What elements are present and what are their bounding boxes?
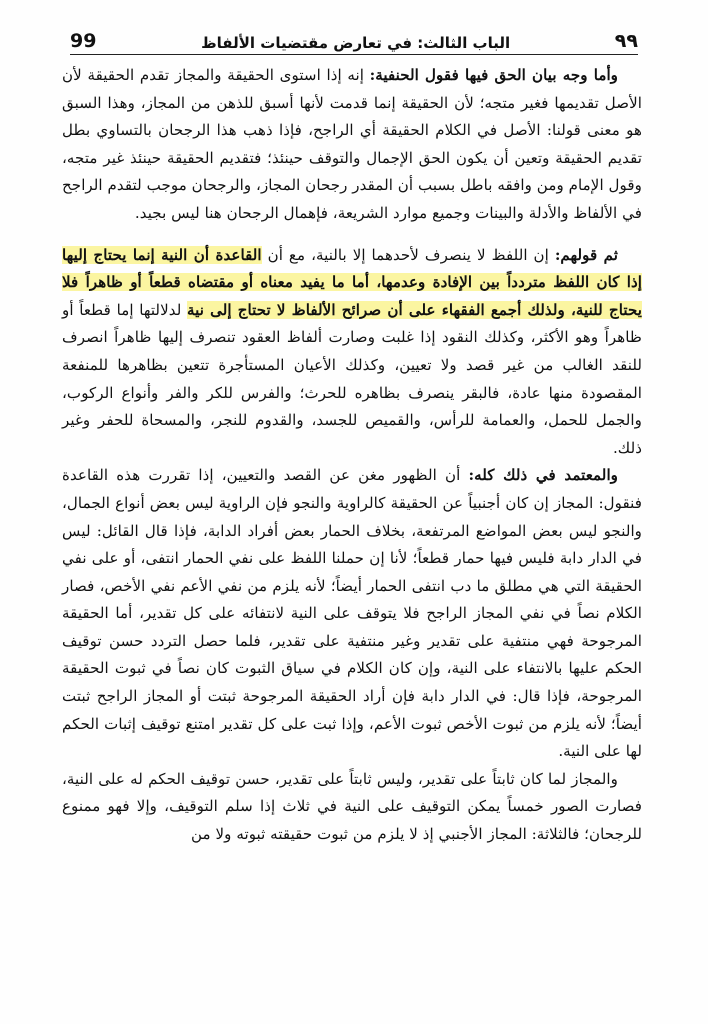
- paragraph-text: لدلالتها إما قطعاً أو ظاهراً وهو الأكثر، وكذلك النقود إذا غلبت وصارت ألفاظ العقود تنصرف إليها ظاهراً انصرف للنقد الغالب من غير قصد ولا تعيين، وكذلك الأعيان المستأجرة تتعين بظاهرها للمنفعة المقصودة منها عادة، فالبقر ينصرف بظاهره للحرث؛ والفرس للكر والفر وأنواع الركوب، والجمل للحمل، والعمامة للرأس، والقميص للجسد، والقدوم للنجر، والمسحاة للحفر وغير ذلك.: [62, 300, 642, 457]
- body-text: [62, 62, 642, 849]
- paragraph-text: إنه إذا استوى الحقيقة والمجاز تقدم الحقيقة لأن الأصل تقديمها فغير متجه؛ لأن الحقيقة إنما قدمت لأنها أسبق للذهن من المجاز، وهذا السبق هو معنى قولنا: الأصل في الكلام الحقيقة أي الراجح، فإذا ذهب هذا الرجحان بالتساوي بطل تقديم الحقيقة وتعين أن يكون الحق الإجمال والتوقف حينئذ؛ فتقديم الحقيقة حينئذ غير متجه، وقول الإمام ومن وافقه باطل بسبب أن المقدر رجحان المجاز، والرجحان موجب لتقدم الراجح في الألفاظ والأدلة والبينات وجميع موارد الشريعة، فإهمال الرجحان هنا ليس بجيد.: [62, 66, 642, 222]
- paragraph-conclusion: [62, 462, 642, 766]
- paragraph-majaz: [62, 766, 642, 849]
- paragraph-text: إن اللفظ لا ينصرف لأحدهما إلا بالنية، مع أن: [261, 245, 555, 264]
- running-header: [70, 24, 638, 55]
- page-number-latin: 99: [70, 30, 97, 52]
- chapter-title: الباب الثالث: في تعارض مقتضيات الألفاظ: [201, 34, 511, 52]
- paragraph-lead: وأما وجه بيان الحق فيها فقول الحنفية:: [369, 66, 619, 84]
- paragraph-text: والمجاز لما كان ثابتاً على تقدير، وليس ثابتاً على تقدير، حسن توقيف الحكم له على النية، فصارت الصور خمساً يمكن التوقيف على النية في ثلاث إذا سلم التوقيف، وإلا فهو ممنوع للرجحان؛ فالثلاثة: المجاز الأجنبي إذ لا يلزم من ثبوت حقيقته ثبوته ولا من: [62, 769, 642, 844]
- paragraph-lead: ثم قولهم:: [554, 245, 618, 264]
- paragraph-lead: والمعتمد في ذلك كله:: [468, 466, 618, 485]
- highlighted-passage: القاعدة أن النية إنما يحتاج إليها إذا كان اللفظ متردداً بين الإفادة وعدمها، أما ما يفيد معناه أو مقتضاه قطعاً أو ظاهراً فلا يحتاج للنية، ولذلك أجمع الفقهاء على أن صرائح الألفاظ لا تحتاج إلى نية: [62, 245, 642, 319]
- paragraph-intention-rule: [62, 242, 642, 463]
- paragraph-hanafi-view: [62, 62, 642, 228]
- paragraph-text: أن الظهور مغن عن القصد والتعيين، إذا تقررت هذه القاعدة فنقول: المجاز إن كان أجنبياً عن الحقيقة كالراوية والنجو فإن الراوية ليس بعض أنواع الجمال، والنجو ليس بعض المواضع المرتفعة، بخلاف الحمار بعض أفراد الدابة، فإذا قال القائل: ليس في الدار دابة فليس فيها حمار قطعاً؛ لأنا إن حملنا اللفظ على نفي الحمار انتفى، أو على نفي الحقيقة التي هي مطلق ما دب انتفى الحمار أيضاً؛ لأنه يلزم من نفي الأعم نفي الأخص، فصار الكلام نصاً في نفي المجاز الراجح فلا يتوقف على النية لانتفائه على كل تقدير، أما الحقيقة المرجوحة فهي منتفية على تقدير وغير منتفية على تقدير، فلما حصل التردد حسن توقيف الحكم عليها بالانتفاء على النية، وإن كان الكلام في سياق الثبوت كان نصاً في ثبوت الحقيقة المرجوحة، فإذا قال: في الدار دابة فإن أراد الحقيقة المرجوحة ثبتت أو المجاز الراجح ثبتت أيضاً؛ لأنه يلزم من ثبوت الأخص ثبوت الأعم، وإذا ثبت على كل تقدير امتنع توقيف إثبات الحكم لها على النية.: [62, 466, 642, 761]
- page-number-arabic: ٩٩: [614, 30, 638, 52]
